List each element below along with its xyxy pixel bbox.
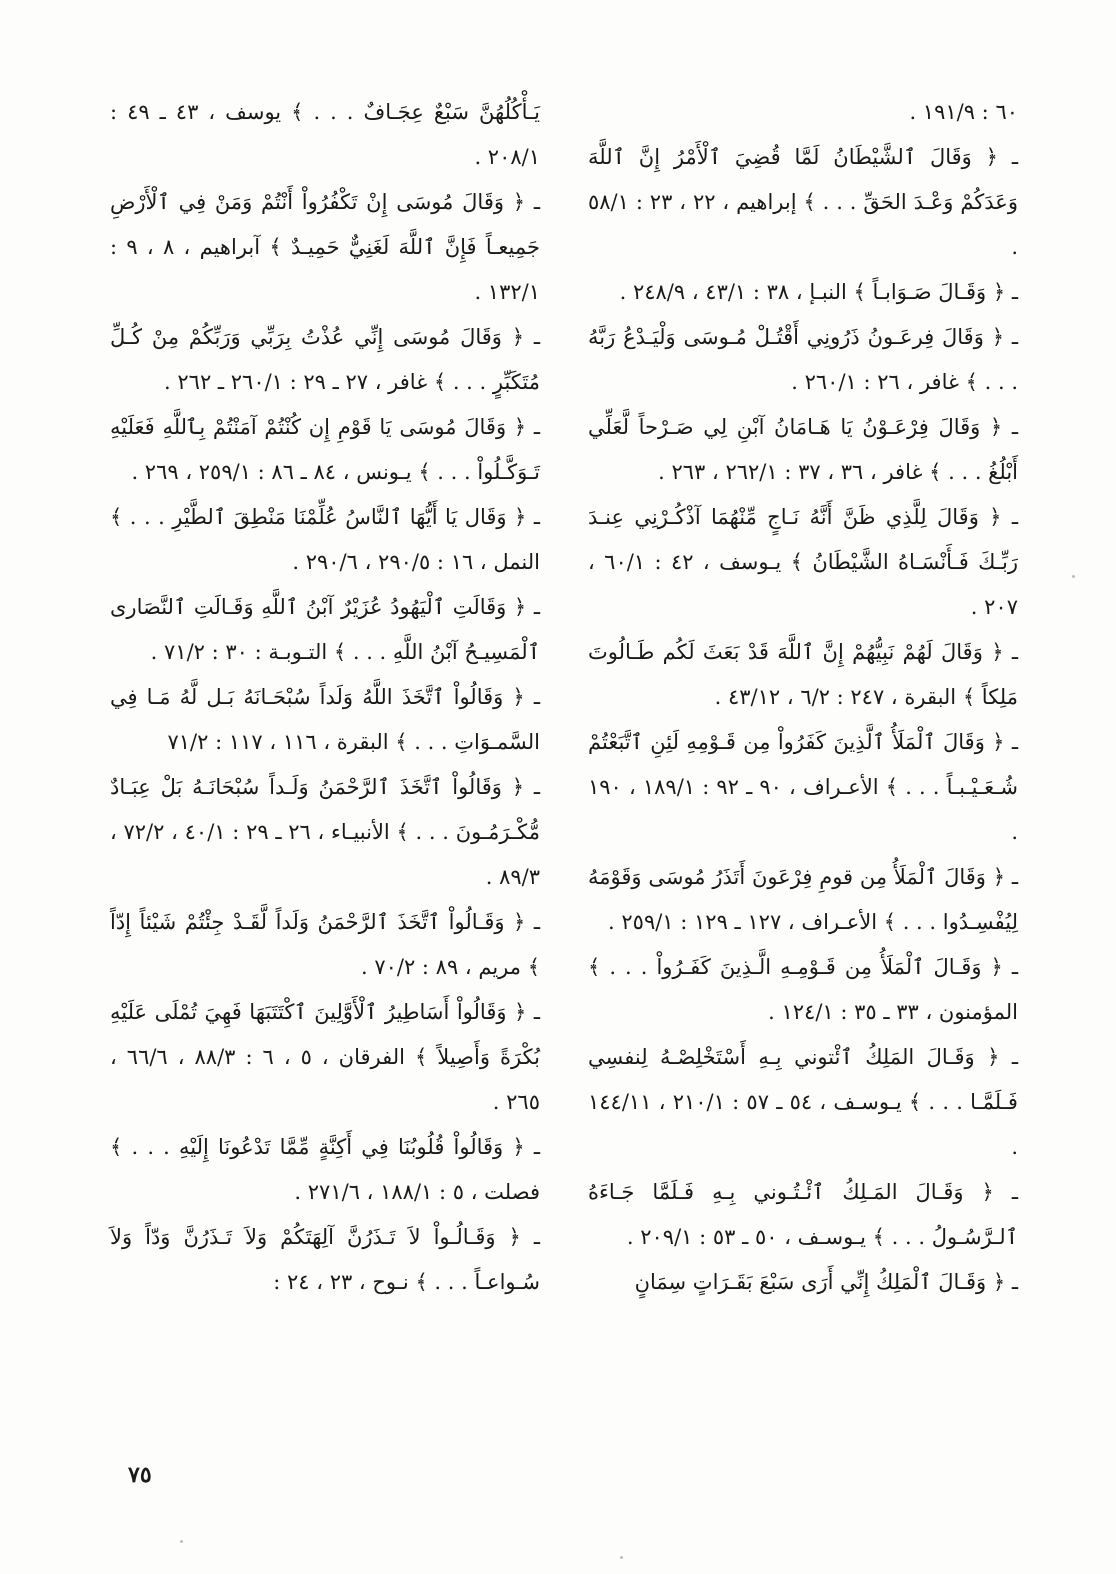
index-entry: ـ ﴿ وَقَـالَ المَـلِكُ ٱئْـتُـوني بِـهِ فَـلَمَّا جَـاءَهُ ٱلـرَّسُـولُ . . . ﴾ يـوسـف ، ٥٠ ـ ٥٣ : ٢٠٩/١ .	[588, 1180, 1018, 1249]
index-entry: ـ ﴿ وَقَالَ مُوسَى إِنْ تَكْفُرُواْ أَنْتُمْ وَمَنْ فِي ٱلْأَرْضِ جَمِيعـاً فَإِنَّ ٱللَّهَ لَغَنِيٌّ حَمِيـدٌ ﴾ آبراهيم ، ٨ ، ٩ : ١٣٢/١ .	[110, 190, 540, 304]
index-entry: ـ ﴿ وَقَالَ لَهُمْ نَبِيُّهُمْ إِنَّ ٱللَّهَ قَدْ بَعَثَ لَكُم طَـالُوتَ مَلِكاً ﴾ البقرة ، ٢٤٧ : ٦/٢ ، ٤٣/١٢ .	[588, 640, 1018, 709]
index-entry: ـ ﴿ وَقَالَ فِرعَـونُ ذَرُونِي أَقْتُـلْ مُـوسَى وَلْيَـدْعُ رَبَّهُ . . . ﴾ غافر ، ٢٦ : ٢٦٠/١ .	[588, 325, 1018, 394]
index-column-right	[588, 90, 1018, 1305]
index-column-left	[110, 90, 540, 1305]
index-entry: ـ ﴿ وَقَالَ ٱلْمَلَأُ مِن قومِ فِرْعَونَ أَتَذَرُ مُوسَى وَقَوْمَهُ لِيُفْسِـدُوا . . . ﴾ الأعـراف ، ١٢٧ ـ ١٢٩ : ٢٥٩/١ .	[588, 865, 1018, 934]
index-entry: ـ ﴿ وَقَالُواْ ٱتَّخَذَ اللَّهُ وَلَداً سُبْحَـانَهُ بَـل لَّهُ مَـا فِي السَّمـوَاتِ . . . ﴾ البقرة ، ١١٦ ، ١١٧ : ٧١/٢	[110, 685, 540, 754]
index-entry: ـ ﴿ وَقَالَ لِلَّذِي ظَنَّ أَنَّهُ نَـاجٍ مِّنْهُمَا آذْكُـرْنِي عِنـدَ رَبِّـكَ فَـأَنْسَـاهُ الشَّيْطَانُ ﴾ يـوسف ، ٤٢ : ٦٠/١ ، ٢٠٧ .	[588, 505, 1018, 619]
scan-speck	[1072, 575, 1075, 578]
index-entry: ـ ﴿ وَقَـالُواْ ٱتَّخَذَ ٱلرَّحْمَنُ وَلَداً لَّقَـدْ جِئْتُمْ شَيْئاً إِدّاً ﴾ مريم ، ٨٩ : ٧٠/٢ .	[110, 910, 540, 979]
index-entry: يَـأْكُلُهُنَّ سَبْعٌ عِجَـافٌ . . . ﴾ يوسف ، ٤٣ ـ ٤٩ : ٢٠٨/١ .	[110, 100, 540, 169]
index-entry: ٦٠ : ١٩١/٩ .	[909, 100, 1018, 124]
index-entry: ـ ﴿ وَقَالَ ٱلشَّيْطَانُ لَمَّا قُضِيَ ٱلْأَمْرُ إِنَّ ٱللَّهَ وَعَدَكُمْ وَعْـدَ الحَقِّ . . . ﴾ إبراهيم ، ٢٢ ، ٢٣ : ٥٨/١ .	[588, 145, 1018, 259]
index-entry: ـ ﴿ وَقَـالَ المَلِكُ ٱئْتوني بِـهِ أَسْتَخْلِصْـهُ لِنفسِي فَـلَمَّـا . . . ﴾ يـوسـف ، ٥٤ ـ ٥٧ : ٢١٠/١ ، ١٤٤/١١ .	[588, 1045, 1018, 1159]
index-entry: ـ ﴿ وَقَـالَ ٱلْمَلِكُ إِنِّي أَرَى سَبْعَ بَقَـرَاتٍ سِمَانٍ	[634, 1270, 1018, 1294]
scan-speck	[620, 1556, 623, 1559]
index-entry: ـ ﴿ وَقَـالَ ٱلْمَلَأُ مِن قَـوْمِـهِ الَّـذِينَ كَفَـرُواْ . . . ﴾ المؤمنون ، ٣٣ ـ ٣٥ : ١٢٤/١ .	[588, 955, 1018, 1024]
scan-speck	[180, 1540, 183, 1543]
index-entry: ـ ﴿ وَقَال يَا أَيُّهَا ٱلنَّاسُ عُلِّمْنَا مَنْطِقَ ٱلطَّيْرِ . . . ﴾ النمل ، ١٦ : ٢٩٠/٥ ، ٢٩٠/٦ .	[110, 505, 540, 574]
index-entry: ـ ﴿ وَقَالَ ٱلْمَلَأُ ٱلَّذِينَ كَفَرُواْ مِن قَـوْمِهِ لَئِنِ ٱتَّبَعْتُمْ شُـعَـيْـبـاً . . . ﴾ الأعـراف ، ٩٠ ـ ٩٢ : ١٨٩/١ ، ١٩٠ .	[588, 730, 1018, 844]
page-number: ٧٥	[128, 1462, 152, 1488]
index-entry: ـ ﴿ وَقَالَ فِرْعَـوْنُ يَا هَـامَانُ آبْنِ لِي صَـرْحاً لَّعَلِّي أَبْلُغُ . . . ﴾ غافر ، ٣٦ ، ٣٧ : ٢٦٢/١ ، ٢٦٣ .	[588, 415, 1018, 484]
index-entry: ـ ﴿ وَقَالَ مُوسَى يَا قَوْمِ إِن كُنْتُمْ آمَنْتُمْ بِٱللَّهِ فَعَلَيْهِ تَـوَكَّـلُواْ . . . ﴾ يـونس ، ٨٤ ـ ٨٦ : ٢٥٩/١ ، ٢٦٩ .	[110, 415, 540, 484]
index-entry: ـ ﴿ وَقَالُواْ ٱتَّخَذَ ٱلرَّحْمَنُ وَلَـداً سُبْحَانَـهُ بَلْ عِبَـادٌ مُّكْـرَمُـونَ . . . ﴾ الأنبيـاء ، ٢٦ ـ ٢٩ : ٤٠/١ ، ٧٢/٢ ، ٨٩/٣ .	[110, 775, 540, 889]
index-entry: ـ ﴿ وَقَالُواْ أَسَاطِيرُ ٱلْأَوَّلِينَ ٱكْتَتَبَهَا فَهِيَ تُمْلَى عَلَيْهِ بُكْرَةً وَأَصِيلاً ﴾ الفرقان ، ٥ ، ٦ : ٨٨/٣ ، ٦٦/٦ ، ٢٦٥ .	[110, 1000, 541, 1114]
index-entry: ـ ﴿ وَقَـالُـواْ لاَ تَـذَرُنَّ آلِهَتَكُمْ وَلاَ تَـذَرُنَّ وَدّاً وَلاَ سُـواعـاً . . . ﴾ نـوح ، ٢٣ ، ٢٤ :	[110, 1225, 540, 1294]
index-entry: ـ ﴿ وَقَالُواْ قُلُوبُنَا فِي أَكِنَّةٍ مِّمَّا تَدْعُونَا إِلَيْهِ . . . ﴾ فصلت ، ٥ : ١٨٨/١ ، ٢٧١/٦ .	[110, 1135, 540, 1204]
index-entry: ـ ﴿ وَقَـالَ صَـوَابـاً ﴾ النبـإ ، ٣٨ : ٤٣/١ ، ٢٤٨/٩ .	[619, 280, 1018, 304]
index-entry: ـ ﴿ وَقَالَتِ ٱلْيَهُودُ عُزَيْرٌ آبْنُ ٱللَّهِ وَقَـالَتِ ٱلنَّصَارى ٱلْمَسِيـحُ آبْنُ اللَّهِ . . . ﴾ التـوبـة : ٣٠ : ٧١/٢ .	[110, 595, 540, 664]
index-entry: ـ ﴿ وَقَالَ مُوسَى إِنِّي عُذْتُ بِرَبِّي وَرَبِّكُمْ مِنْ كُـلِّ مُتَكَبِّرٍ . . . ﴾ غافر ، ٢٧ ـ ٢٩ : ٢٦٠/١ ـ ٢٦٢ .	[110, 325, 540, 394]
